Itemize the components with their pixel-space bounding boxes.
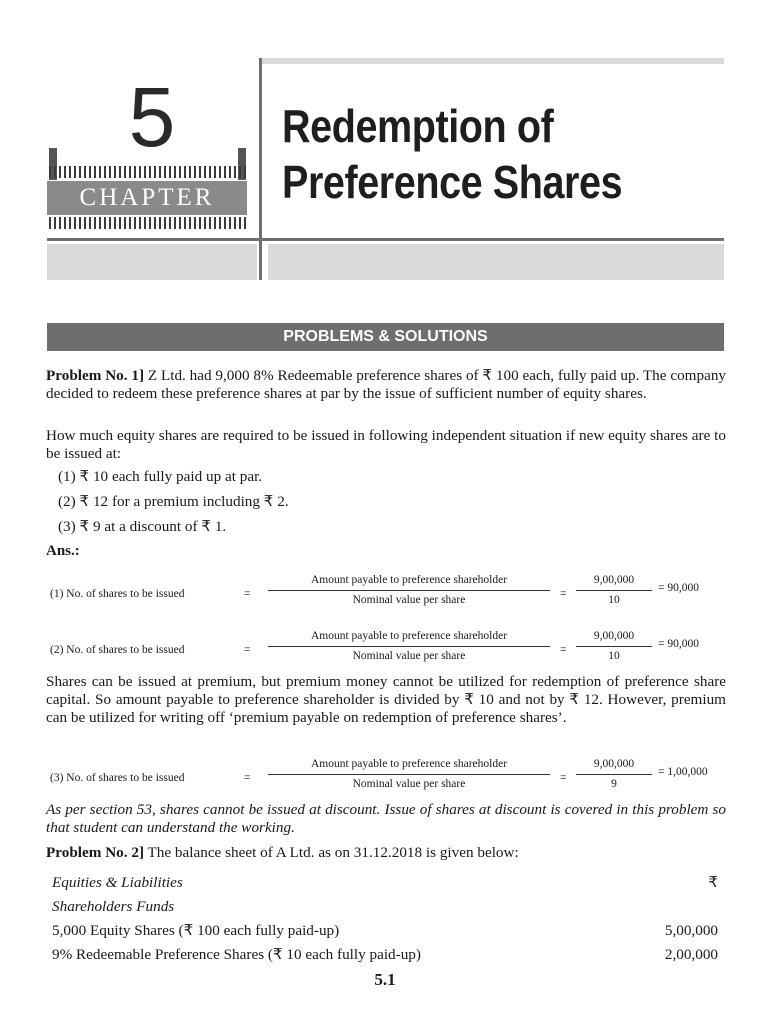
value-denominator: 10 bbox=[608, 650, 620, 662]
formula-denominator: Nominal value per share bbox=[352, 594, 466, 606]
problem2-text: The balance sheet of A Ltd. as on 31.12.2018 is given below: bbox=[144, 844, 519, 861]
formula-result: = 90,000 bbox=[658, 582, 699, 594]
balance-sheet-label: Equities & Liabilities bbox=[52, 874, 183, 891]
value-numerator: 9,00,000 bbox=[593, 574, 635, 586]
balance-sheet-row bbox=[52, 898, 722, 916]
balance-sheet-label: Shareholders Funds bbox=[52, 898, 175, 915]
problem1-heading: Problem No. 1] bbox=[46, 367, 145, 384]
formula-result: = 1,00,000 bbox=[658, 766, 708, 778]
header-horizontal-rule bbox=[47, 238, 724, 241]
equals-sign: = bbox=[244, 644, 251, 656]
chapter-ornament-bottom-comb bbox=[49, 217, 246, 229]
problem2-statement bbox=[46, 844, 726, 862]
problem1-text: Z Ltd. had 9,000 8% Redeemable preference shares of ₹ 100 each, fully paid up. The company decided to redeem these preference shares at par by the issue of sufficient number of equity shares. bbox=[46, 367, 727, 402]
formula-row-3 bbox=[46, 758, 726, 802]
formula-denominator: Nominal value per share bbox=[352, 778, 466, 790]
fraction-bar bbox=[576, 646, 652, 647]
balance-sheet-label: 5,000 Equity Shares (₹ 100 each fully paid-up) bbox=[52, 922, 340, 939]
problem1-item-2: (2) ₹ 12 for a premium including ₹ 2. bbox=[58, 493, 289, 510]
fraction-bar bbox=[268, 646, 550, 647]
fraction-bar bbox=[268, 590, 550, 591]
fraction-bar bbox=[576, 590, 652, 591]
balance-sheet-amount: 5,00,000 bbox=[664, 922, 718, 939]
equals-sign: = bbox=[560, 772, 567, 784]
problem1-question: How much equity shares are required to be issued in following independent situation if new equity shares are to be issued at: bbox=[46, 427, 726, 462]
fraction-bar bbox=[268, 774, 550, 775]
equals-sign: = bbox=[560, 588, 567, 600]
header-vertical-rule bbox=[259, 58, 262, 280]
chapter-label: CHAPTER bbox=[47, 181, 247, 215]
chapter-title-line2: Preference Shares bbox=[282, 156, 623, 208]
formula-numerator: Amount payable to preference shareholder bbox=[310, 630, 508, 642]
balance-sheet-amount: ₹ bbox=[708, 874, 718, 891]
value-numerator: 9,00,000 bbox=[593, 630, 635, 642]
problem1-item-3: (3) ₹ 9 at a discount of ₹ 1. bbox=[58, 518, 227, 535]
fraction-bar bbox=[576, 774, 652, 775]
balance-sheet-label: 9% Redeemable Preference Shares (₹ 10 each fully paid-up) bbox=[52, 946, 421, 963]
value-denominator: 9 bbox=[611, 778, 617, 790]
balance-sheet-row bbox=[52, 874, 722, 892]
balance-sheet-row bbox=[52, 946, 722, 964]
chapter-ornament-top-comb bbox=[49, 166, 246, 178]
formula-numerator: Amount payable to preference shareholder bbox=[310, 758, 508, 770]
answer-label: Ans.: bbox=[46, 543, 80, 559]
problem1-statement bbox=[46, 367, 726, 403]
problem1-item-1: (1) ₹ 10 each fully paid up at par. bbox=[58, 468, 263, 485]
section-title-bar: PROBLEMS & SOLUTIONS bbox=[47, 323, 724, 351]
value-numerator: 9,00,000 bbox=[593, 758, 635, 770]
chapter-title-line1: Redemption of bbox=[282, 100, 554, 152]
header-grey-block-right bbox=[268, 244, 724, 280]
formula-label: (1) No. of shares to be issued bbox=[50, 588, 185, 600]
formula-label: (2) No. of shares to be issued bbox=[50, 644, 185, 656]
formula-numerator: Amount payable to preference shareholder bbox=[310, 574, 508, 586]
formula-denominator: Nominal value per share bbox=[352, 650, 466, 662]
formula-row-2 bbox=[46, 630, 726, 674]
equals-sign: = bbox=[560, 644, 567, 656]
formula-result: = 90,000 bbox=[658, 638, 699, 650]
premium-note: Shares can be issued at premium, but premium money cannot be utilized for redemption of preference share capital. So amount payable to preference shareholder is divided by ₹ 10 and not by ₹ 12. However, premium can be utilized for writing off ‘premium payable on redemption of preference shares’. bbox=[46, 673, 726, 726]
balance-sheet-amount: 2,00,000 bbox=[664, 946, 718, 963]
discount-note: As per section 53, shares cannot be issued at discount. Issue of shares at discount is covered in this problem so that student can understand the working. bbox=[46, 801, 726, 836]
header-grey-block-left bbox=[47, 244, 257, 280]
chapter-number: 5 bbox=[128, 70, 176, 164]
balance-sheet-row bbox=[52, 922, 722, 940]
page-number: 5.1 bbox=[374, 970, 396, 989]
equals-sign: = bbox=[244, 772, 251, 784]
problem2-heading: Problem No. 2] bbox=[46, 844, 144, 861]
equals-sign: = bbox=[244, 588, 251, 600]
chapter-title bbox=[282, 98, 660, 210]
value-denominator: 10 bbox=[608, 594, 620, 606]
header-grey-band-top bbox=[262, 58, 724, 64]
formula-label: (3) No. of shares to be issued bbox=[50, 772, 185, 784]
formula-row-1 bbox=[46, 574, 726, 618]
